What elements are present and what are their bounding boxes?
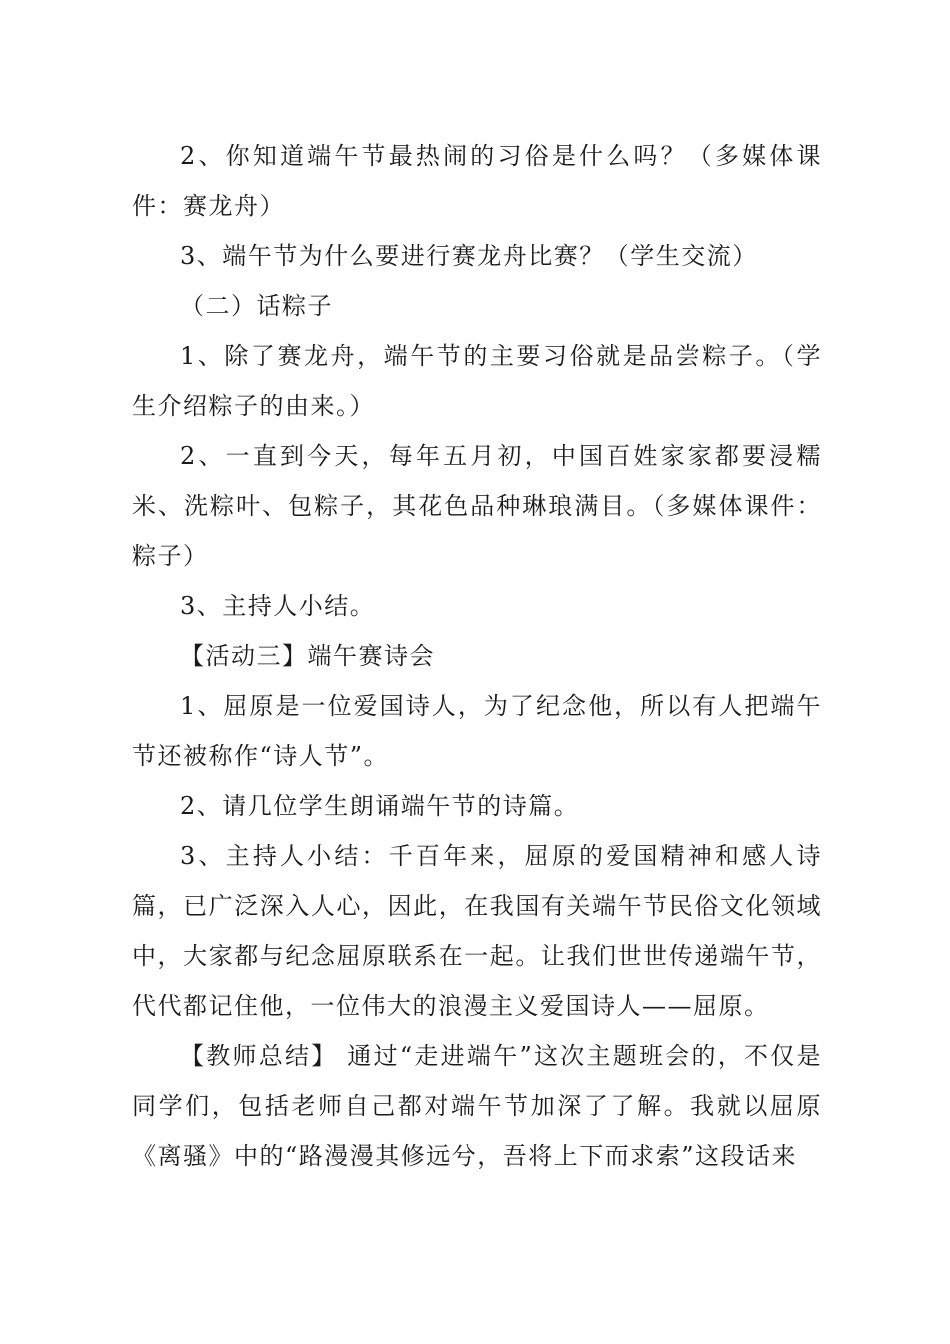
paragraph-poetry-1: 1、屈原是一位爱国诗人，为了纪念他，所以有人把端午节还被称作“诗人节”。 (132, 692, 822, 770)
paragraph-zongzi-1: 1、除了赛龙舟，端午节的主要习俗就是品尝粽子。（学生介绍粽子的由来。） (132, 342, 822, 420)
paragraph-zongzi-3: 3、主持人小结。 (180, 592, 376, 620)
section-heading-zongzi: （二）话粽子 (180, 292, 333, 320)
paragraph-zongzi-2: 2、一直到今天，每年五月初，中国百姓家家都要浸糯米、洗粽叶、包粽子，其花色品种琳琅满目。（多媒体课件：粽子） (132, 442, 822, 570)
paragraph-poetry-2: 2、请几位学生朗诵端午节的诗篇。 (180, 792, 580, 820)
paragraph-teacher-summary: 【教师总结】 通过“走进端午”这次主题班会的，不仅是同学们，包括老师自己都对端午节加深了了解。我就以屈原《离骚》中的“路漫漫其修远兮，吾将上下而求索”这段话来 (132, 1042, 822, 1170)
paragraph-poetry-3: 3、主持人小结：千百年来，屈原的爱国精神和感人诗篇，已广泛深入人心，因此，在我国有关端午节民俗文化领域中，大家都与纪念屈原联系在一起。让我们世世传递端午节，代代都记住他，一位伟大的浪漫主义爱国诗人——屈原。 (132, 842, 822, 1020)
paragraph-question-3: 3、端午节为什么要进行赛龙舟比赛？（学生交流） (180, 242, 758, 270)
section-heading-activity-3: 【活动三】端午赛诗会 (180, 642, 435, 670)
document-body (132, 131, 822, 1181)
paragraph-question-2: 2、你知道端午节最热闹的习俗是什么吗？（多媒体课件：赛龙舟） (132, 142, 822, 220)
